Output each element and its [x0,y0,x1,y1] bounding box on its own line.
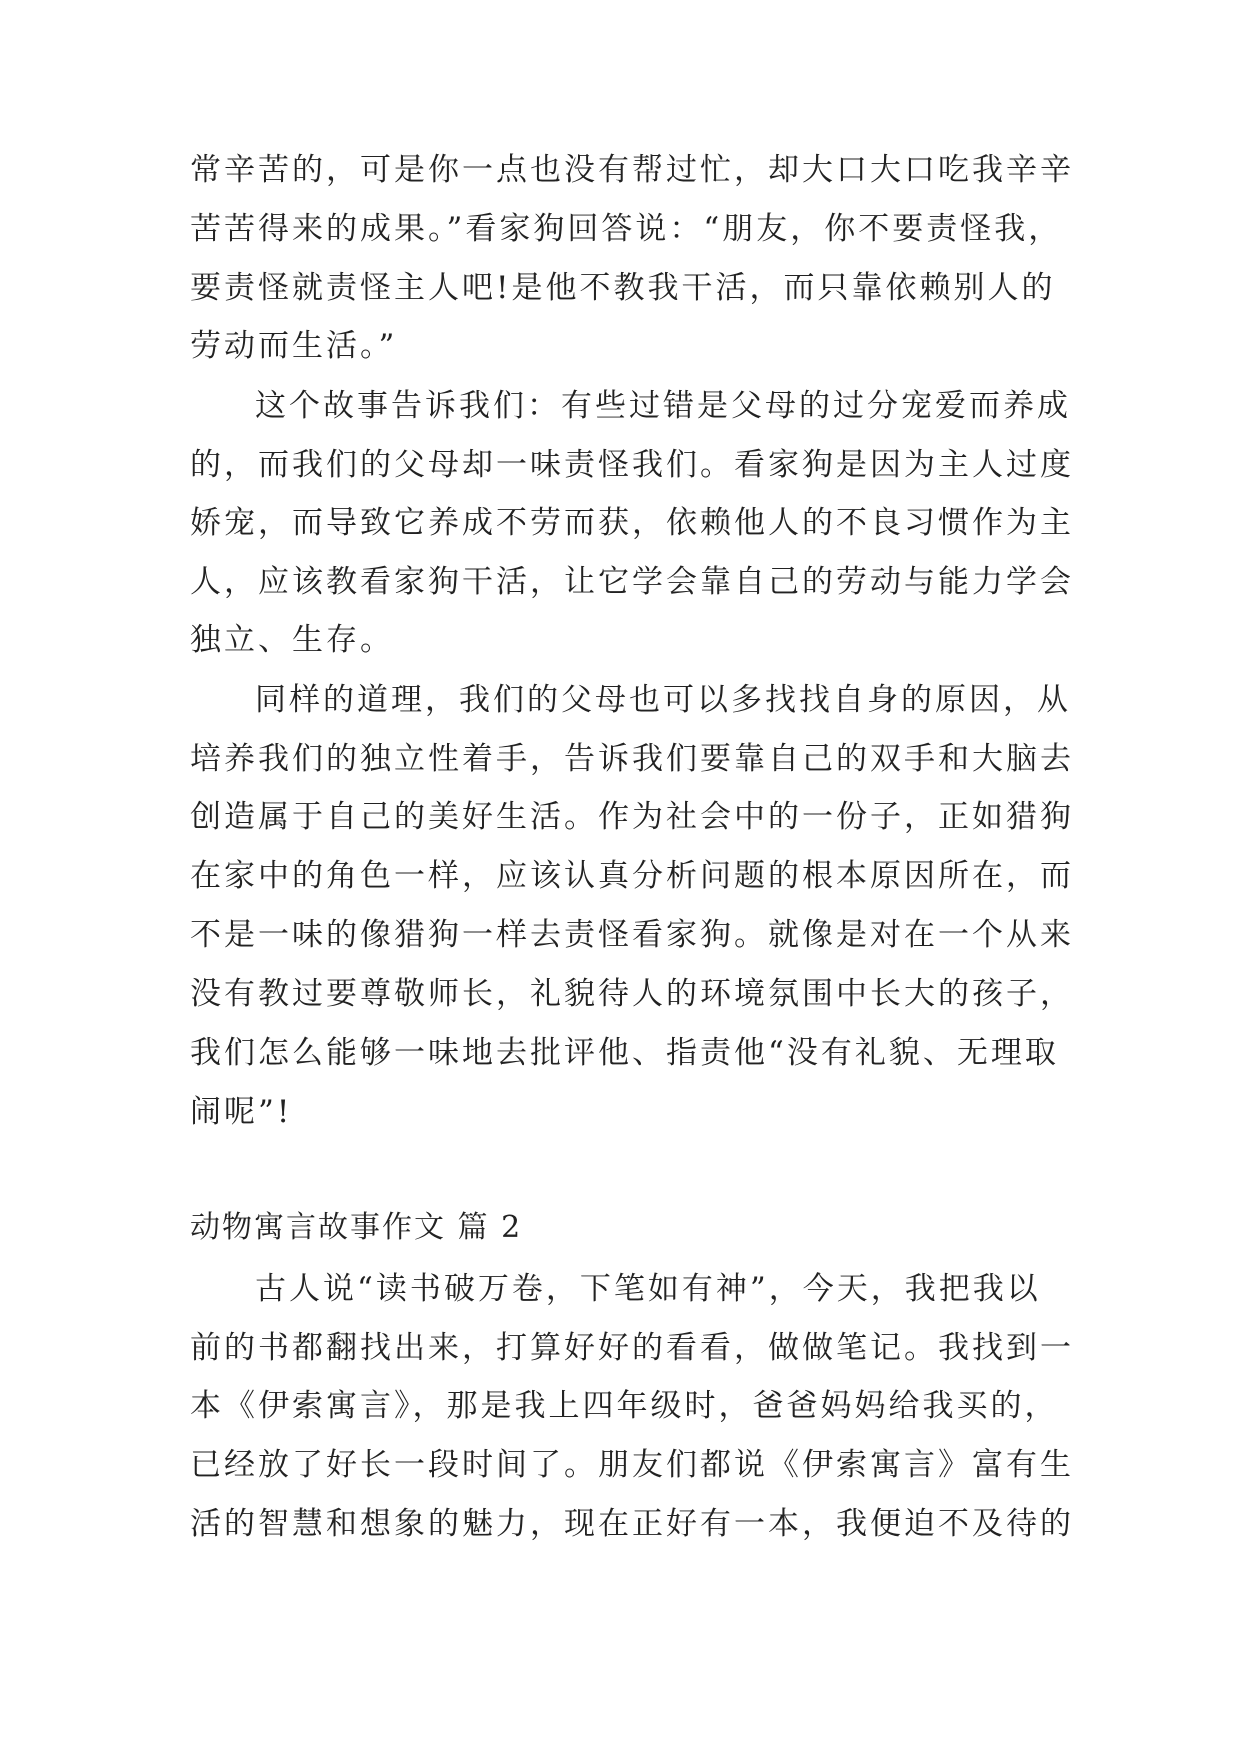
paragraph-line: 古人说“读书破万卷，下笔如有神”，今天，我把我以 [255,1271,1041,1307]
paragraph-line: 在家中的角色一样，应该认真分析问题的根本原因所在，而 [190,858,1074,894]
paragraph-line: 我们怎么能够一味地去批评他、指责他“没有礼貌、无理取 [190,1035,1059,1071]
paragraph-line: 不是一味的像猎狗一样去责怪看家狗。就像是对在一个从来 [190,917,1074,953]
paragraph-line: 的，而我们的父母却一味责怪我们。看家狗是因为主人过度 [190,447,1074,483]
paragraph-line: 前的书都翻找出来，打算好好的看看，做做笔记。我找到一 [190,1330,1074,1366]
paragraph-line: 没有教过要尊敬师长，礼貌待人的环境氛围中长大的孩子， [190,976,1074,1012]
paragraph-line: 已经放了好长一段时间了。朋友们都说《伊索寓言》富有生 [190,1447,1074,1483]
paragraph-line: 常辛苦的，可是你一点也没有帮过忙，却大口大口吃我辛辛 [190,152,1074,188]
paragraph-line: 这个故事告诉我们：有些过错是父母的过分宠爱而养成 [255,388,1071,424]
paragraph-line: 创造属于自己的美好生活。作为社会中的一份子，正如猎狗 [190,799,1074,835]
paragraph-line: 苦苦得来的成果。”看家狗回答说：“朋友，你不要责怪我， [190,211,1063,247]
paragraph-line: 劳动而生活。” [190,328,398,364]
paragraph-line: 人，应该教看家狗干活，让它学会靠自己的劳动与能力学会 [190,564,1074,600]
paragraph-line: 娇宠，而导致它养成不劳而获，依赖他人的不良习惯作为主 [190,505,1074,541]
paragraph-line: 闹呢”! [190,1094,293,1130]
paragraph-line: 本《伊索寓言》，那是我上四年级时，爸爸妈妈给我买的， [190,1388,1059,1424]
paragraph-line: 活的智慧和想象的魅力，现在正好有一本，我便迫不及待的 [190,1506,1074,1542]
paragraph-line: 要责怪就责怪主人吧!是他不教我干活，而只靠依赖别人的 [190,270,1056,306]
paragraph-line: 培养我们的独立性着手，告诉我们要靠自己的双手和大脑去 [190,741,1074,777]
paragraph-line: 独立、生存。 [190,622,394,658]
paragraph-line: 同样的道理，我们的父母也可以多找找自身的原因，从 [255,682,1071,718]
section-heading: 动物寓言故事作文 篇 2 [190,1210,523,1245]
